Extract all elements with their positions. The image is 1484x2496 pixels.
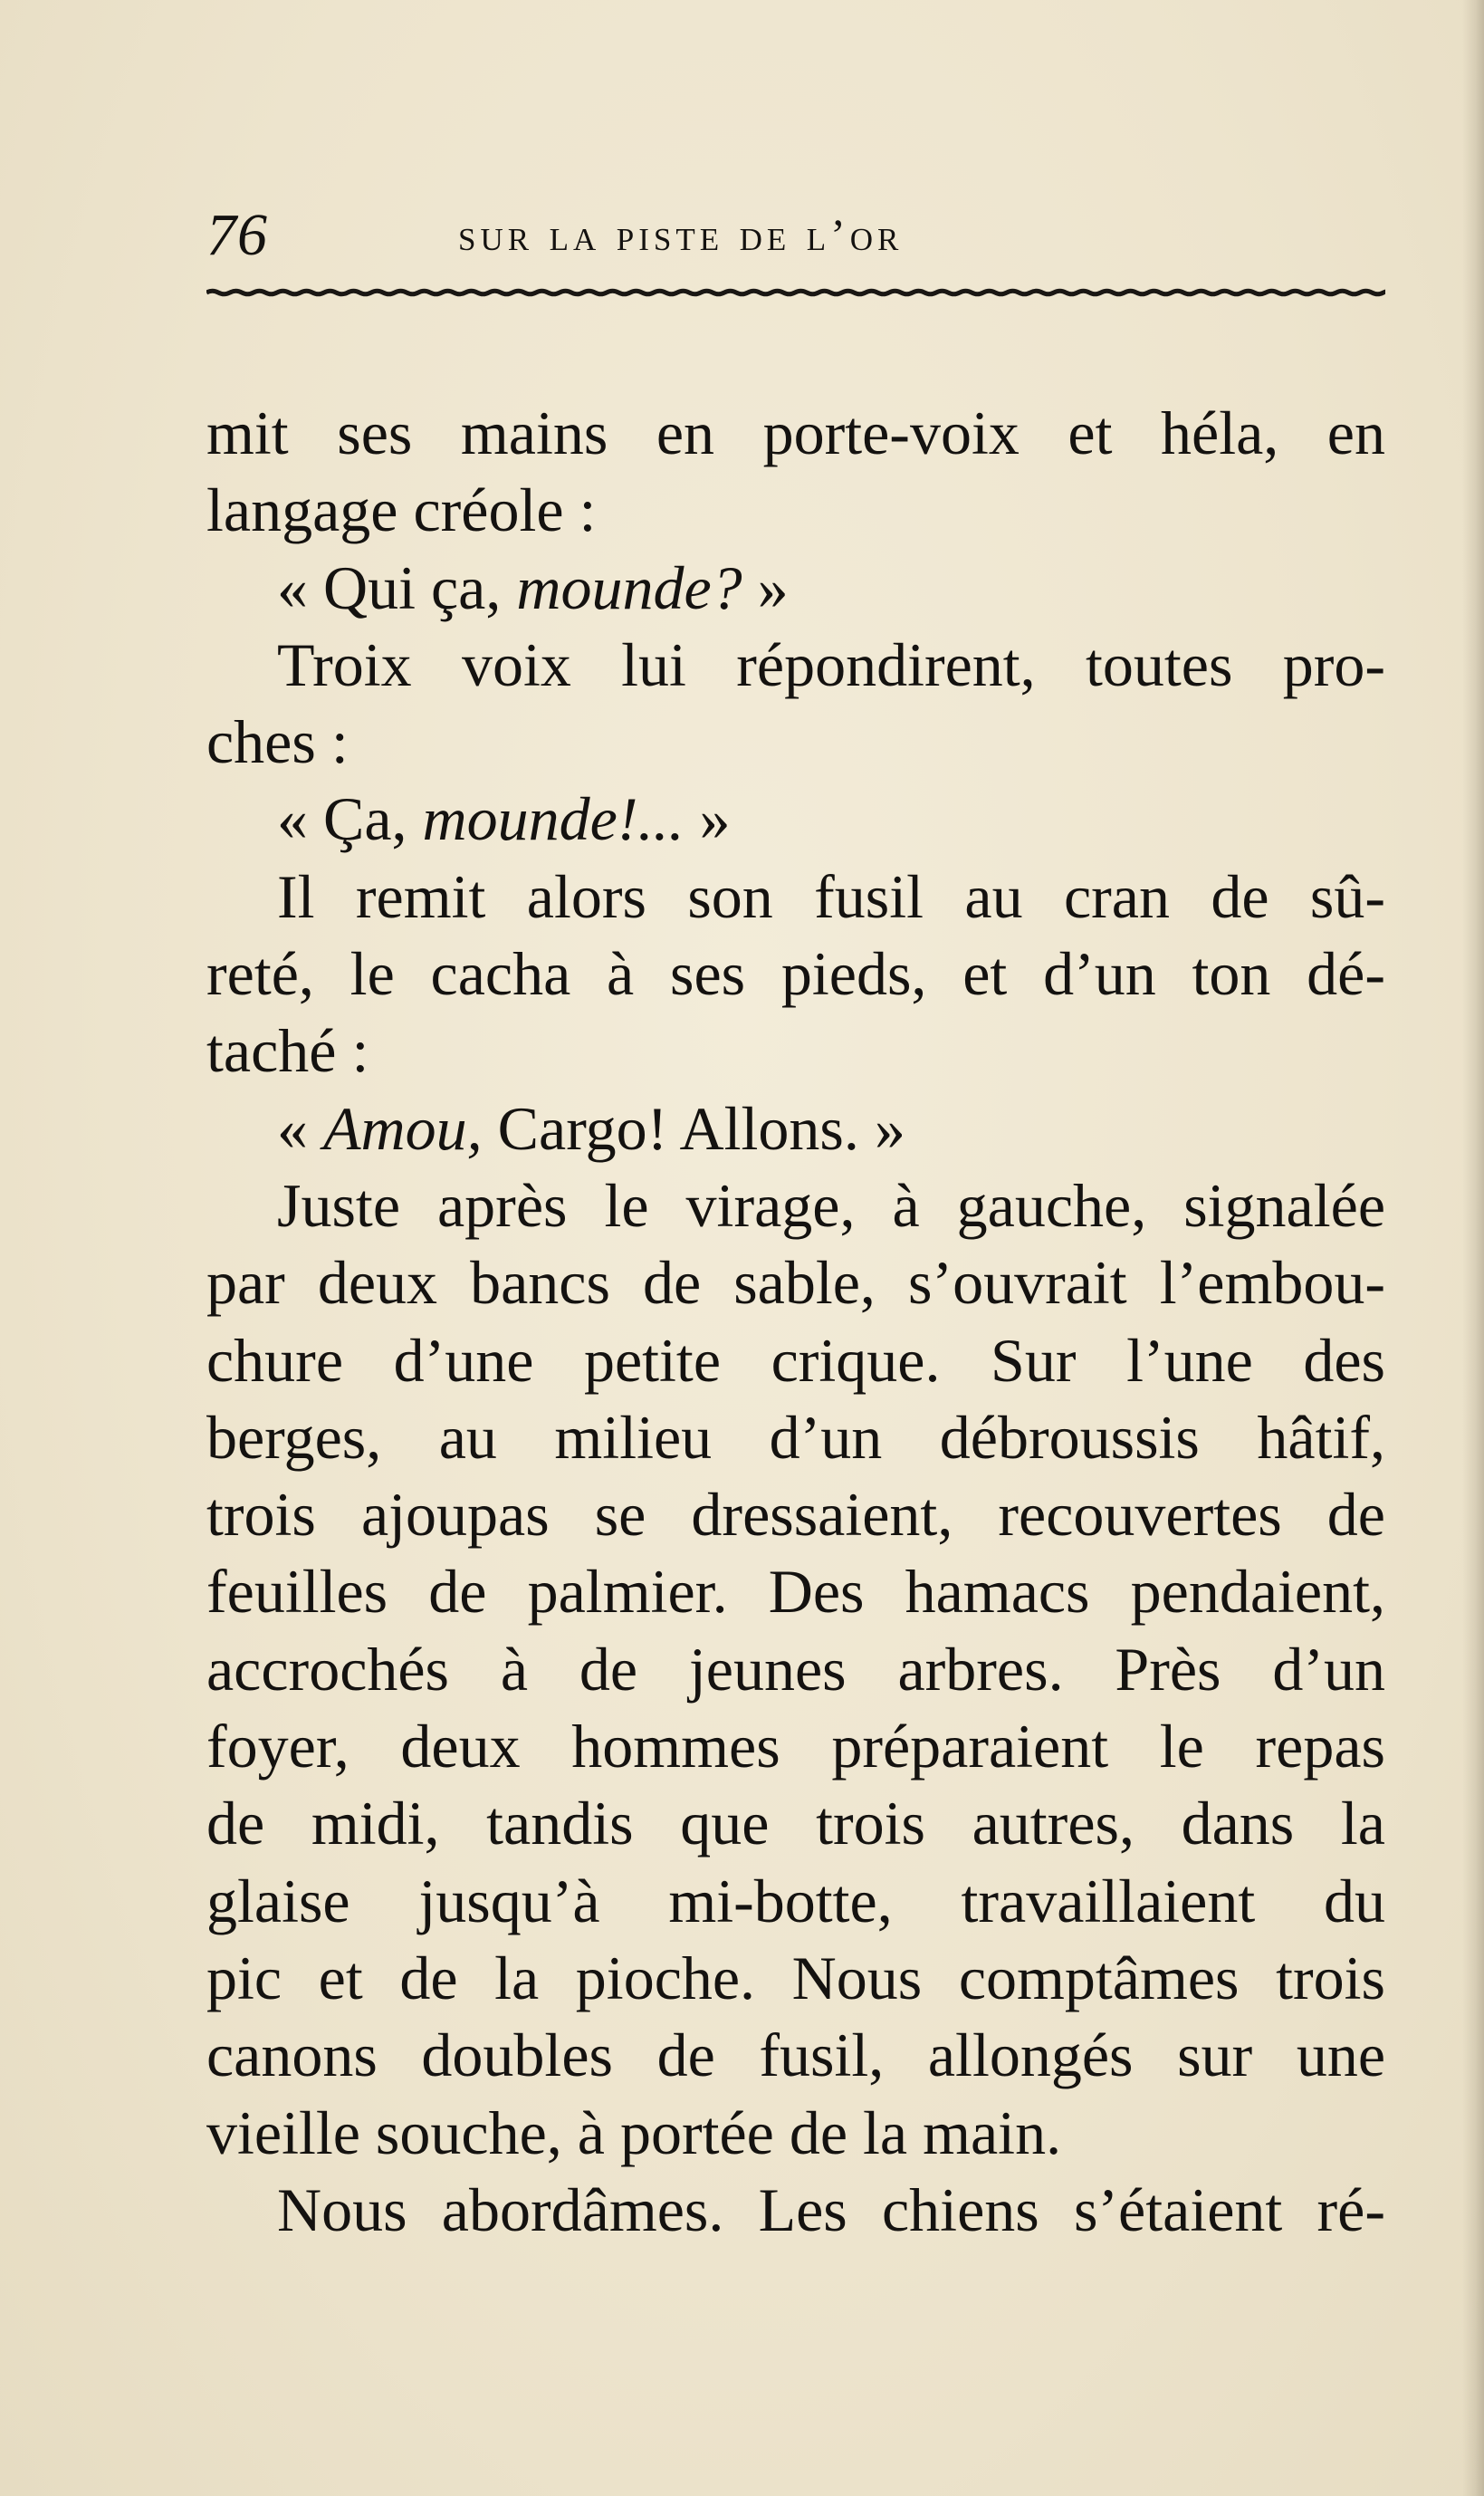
text-line-8: reté, le cacha à ses pieds, et d’un ton dé- [206,939,1385,1009]
text-fragment: « Ça, [277,784,423,854]
text-line-24: Nous abordâmes. Les chiens s’étaient ré- [277,2174,1385,2244]
body-text [206,395,1385,2249]
decorative-header-rule [206,286,1385,299]
dialogue-line-6 [206,781,1385,858]
text-line-21: pic et de la pioche. Nous comptâmes trois [206,1943,1385,2012]
text-line-4: Troix voix lui répondirent, toutes pro- [277,629,1385,699]
text-line-12: par deux bancs de sable, s’ouvrait l’embou- [206,1248,1385,1318]
dialogue-line-3 [206,550,1385,627]
text-line-9: taché : [206,1016,369,1086]
text-fragment: « Qui ça, [277,552,517,622]
text-line-20: glaise jusqu’à mi-botte, travaillaient du [206,1866,1385,1935]
text-fragment: Cargo! Allons. » [482,1093,905,1163]
running-header [206,201,1385,274]
text-line-11: Juste après le virage, à gauche, signalée [277,1170,1385,1240]
text-line-13: chure d’une petite crique. Sur l’une des [206,1325,1385,1395]
text-line-17: accrochés à de jeunes arbres. Près d’un [206,1634,1385,1704]
text-line-1: mit ses mains en porte-voix et héla, en [206,398,1385,467]
text-line-2: langage créole : [206,475,597,545]
italic-word: Amou, [323,1093,483,1163]
text-line-14: berges, au milieu d’un débroussis hâtif, [206,1402,1385,1472]
page-number: 76 [206,202,268,268]
text-fragment: » [684,784,731,854]
text-line-15: trois ajoupas se dressaient, recouvertes de [206,1480,1385,1550]
text-fragment: « [277,1093,323,1163]
text-line-5: ches : [206,707,349,777]
running-title: sur la piste de l’or [458,209,904,260]
text-line-7: Il remit alors son fusil au cran de sû- [277,861,1385,931]
italic-word: mounde? [516,552,742,622]
text-line-19: de midi, tandis que trois autres, dans la [206,1789,1385,1858]
text-line-22: canons doubles de fusil, allongés sur une [206,2021,1385,2090]
text-line-16: feuilles de palmier. Des hamacs pendaient, [206,1557,1385,1627]
text-fragment: » [742,552,789,622]
dialogue-line-10 [206,1090,1385,1167]
page-edge-shadow [1462,0,1484,2496]
text-line-18: foyer, deux hommes préparaient le repas [206,1712,1385,1781]
text-line-23: vieille souche, à portée de la main. [206,2098,1062,2167]
italic-word: mounde!... [422,784,685,854]
